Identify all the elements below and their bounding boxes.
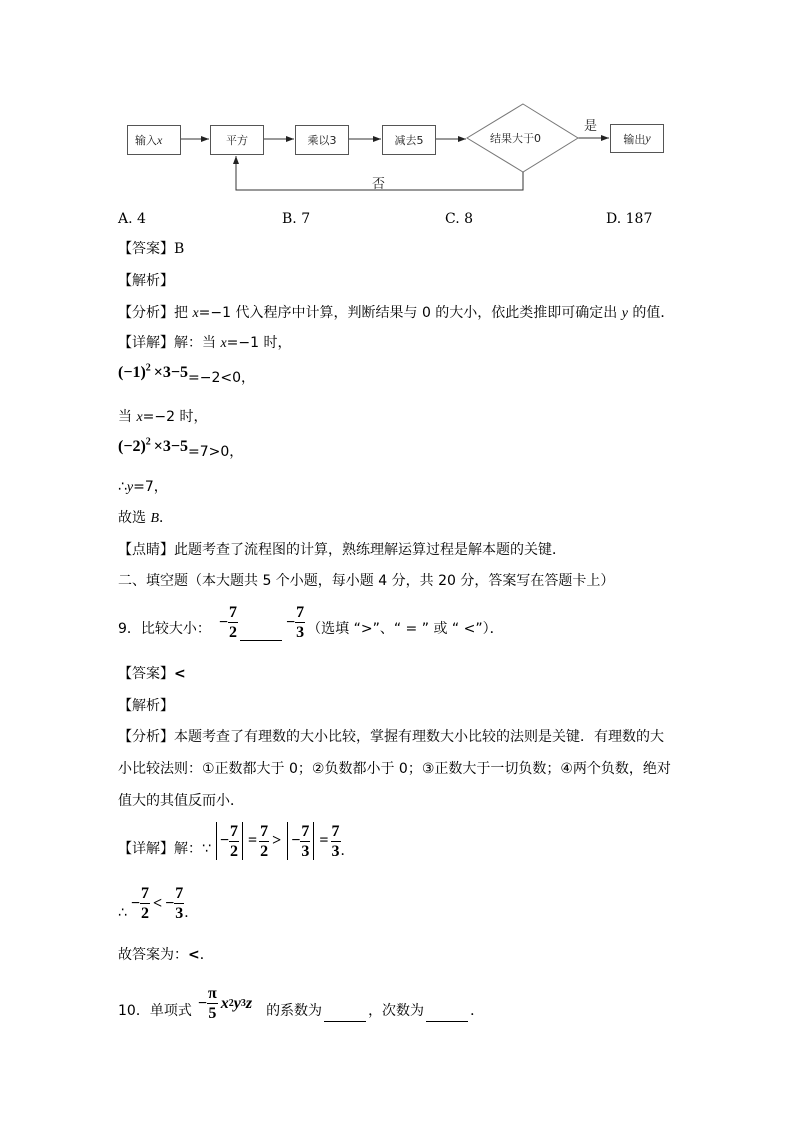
q9-conclusion: ∴ − $\frac{7}{2}$ < − $\frac{7}{3}$ ． (118, 885, 199, 922)
flowchart-no-label: 否 (372, 177, 386, 192)
q8-analysis-tag: 【解析】 (118, 273, 174, 289)
q8-fenxi: 【分析】把 x=−1 代入程序中计算，判断结果与 0 的大小，依此类推即可确定出 y 的值． (118, 305, 675, 321)
flowchart-subtract-box (382, 125, 436, 155)
q9-answer: 【答案】< (118, 666, 186, 682)
q9-analysis-tag: 【解析】 (118, 698, 174, 714)
q9-answer-blank[interactable] (240, 626, 282, 641)
flowchart-output-box (610, 124, 664, 153)
q10-coefficient-blank[interactable] (324, 1007, 366, 1022)
answer-tag: 【答案】 (118, 241, 174, 257)
output-var: y (645, 131, 651, 145)
q10-monomial: − $\frac{\pi}{5}$ x 2 y 3 z (197, 985, 253, 1022)
input-var: x (157, 132, 163, 147)
q9-detail: 【详解】 解： ∵ − $\frac{7}{2}$ = $\frac{7}{2}$ > − $\frac{7}{3}$ = $\frac{7}{3}$ ． (118, 822, 355, 860)
q9-fenxi-line2: 小比较法则：①正数都大于 0；②负数都小于 0；③正数大于一切负数；④两个负数，绝对 (118, 761, 671, 777)
q8-choose: 故选 B． (118, 510, 174, 526)
flowchart-input-box (127, 125, 181, 155)
multiply-label: 乘以3 (307, 134, 337, 147)
subtract-label: 减去5 (394, 134, 424, 147)
input-label: 输入 (135, 134, 157, 147)
flowchart-square-box (210, 125, 264, 155)
square-label: 平方 (226, 134, 248, 147)
option-c: C. 8 (445, 211, 474, 227)
q8-expr1: $(-1)^2 \times 3-5=-2<0$， (118, 362, 256, 386)
option-d: D. 187 (606, 211, 653, 227)
q9-final: 故答案为：<． (118, 947, 214, 963)
section2-heading: 二、填空题（本大题共 5 个小题，每小题 4 分，共 20 分，答案写在答题卡上） (118, 573, 615, 589)
output-label: 输出 (623, 132, 646, 146)
q8-therefore: ∴y=7， (118, 479, 168, 495)
q8-dianjing: 【点睛】此题考查了流程图的计算，熟练理解运算过程是解本题的关键． (118, 542, 566, 558)
flowchart (0, 0, 794, 210)
q9-fenxi-line3: 值大的其值反而小． (118, 793, 244, 809)
option-a: A. 4 (118, 211, 146, 227)
q9-frac1: − $\frac{7}{2}$ (218, 604, 238, 641)
q10-question: 10． 单项式 − $\frac{\pi}{5}$ x 2 y 3 z 的系数为 ，次数为 ． (118, 985, 485, 1022)
q9-question: 9． 比较大小： − $\frac{7}{2}$ − $\frac{7}{3}$ （选填 “>”、“ = ” 或 “ <”）． (118, 604, 504, 641)
q8-when2: 当 x=−2 时， (118, 409, 208, 425)
q8-answer (118, 240, 184, 258)
flowchart-multiply-box (295, 125, 349, 155)
q9-fenxi-line1: 【分析】本题考查了有理数的大小比较，掌握有理数大小比较的法则是关键．有理数的大 (118, 729, 664, 745)
flowchart-decision-label: 结果大于0 (490, 132, 541, 145)
option-b: B. 7 (282, 211, 311, 227)
answer-value: B (174, 241, 185, 257)
q10-degree-blank[interactable] (426, 1007, 468, 1022)
flowchart-yes-label: 是 (584, 119, 598, 134)
q8-expr2: $(-2)^2 \times 3-5=7>0$， (118, 436, 244, 460)
flowchart-connectors (0, 0, 794, 210)
q9-frac2: − $\frac{7}{3}$ (286, 604, 305, 641)
q8-detail: 【详解】解：当 x=−1 时， (118, 335, 292, 351)
